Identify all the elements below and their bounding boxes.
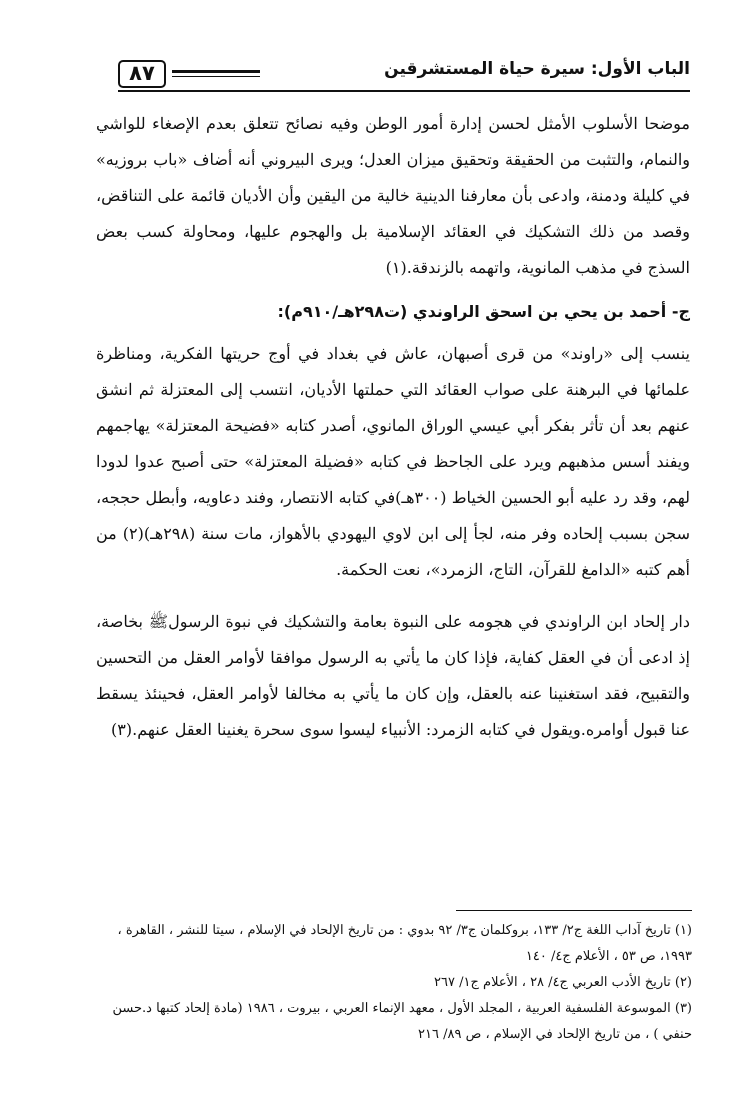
paragraph-2: ينسب إلى «راوند» من قرى أصبهان، عاش في بغداد في أوج حريتها الفكرية، ومناظرة علمائها في البرهنة على صواب العقائد التي حملتها الأديان، انتسب إلى المعتزلة ثم انشق عنهم بعد أن تأثر بفكر أبي عيسي الوراق المانوي، أصدر كتابه «فضيحة المعتزلة» يهاجمهم ويفند أسس مذهبهم ويرد على الجاحظ في كتابه «فضيلة المعتزلة» حتى أصبح عدوا لدودا لهم، وقد رد عليه أبو الحسين الخياط (٣٠٠هـ)في كتابه الانتصار، وفند دعاويه، وأبطل حججه، سجن بسبب إلحاده وفر منه، لجأ إلى ابن لاوي اليهودي بالأهواز، مات سنة (٢٩٨هـ)(٢) من أهم كتبه «الدامغ للقرآن، التاج، الزمرد»، نعت الحكمة. <box>96 344 691 579</box>
paragraph-3: دار إلحاد ابن الراوندي في هجومه على النبوة بعامة والتشكيك في نبوة الرسولﷺ بخاصة، إذ ادعى أن في العقل كفاية، فإذا كان ما يأتي به الرسول موافقا لأوامر العقل من التحسين والتقبيح، فقد استغنينا عنه بالعقل، وإن كان ما يأتي به مخالفا لأوامر العقل، فحينئذ يسقط عنا قبول أوامره.ويقول في كتابه الزمرد: الأنبياء ليسوا سوى سحرة يغنينا العقل عنهم.(٣) <box>96 612 690 739</box>
footnote-3: (٣) الموسوعة الفلسفية العربية ، المجلد الأول ، معهد الإنماء العربي ، بيروت ، ١٩٨٦ (مادة إلحاد كتبها د.حسن حنفي ) ، من تاريخ الإلحاد في الإسلام ، ص ٨٩/ ٢١٦ <box>112 1001 692 1042</box>
page-number: ٨٧ <box>118 60 166 88</box>
header-rule <box>118 90 690 92</box>
footnotes <box>96 918 692 1048</box>
chapter-title: الباب الأول: سيرة حياة المستشرقين <box>384 59 690 79</box>
footnote-2: (٢) تاريخ الأدب العربي ج٤/ ٢٨ ، الأعلام ج١/ ٢٦٧ <box>434 975 692 990</box>
page-header <box>100 55 690 95</box>
footnote-separator <box>456 910 692 911</box>
footnote-1: (١) تاريخ آداب اللغة ج٢/ ١٣٣، بروكلمان ج٣/ ٩٢ بدوي : من تاريخ الإلحاد في الإسلام ، سيتا للنشر ، القاهرة ، ١٩٩٣، ص ٥٣ ، الأعلام ج٤/ ١٤٠ <box>117 923 692 964</box>
decorative-rule <box>172 70 260 73</box>
decorative-rule-thin <box>172 76 260 77</box>
main-text <box>96 106 690 748</box>
paragraph-1: موضحا الأسلوب الأمثل لحسن إدارة أمور الوطن وفيه نصائح تتعلق بعدم الإصغاء للواشي والنمام، والتثبت من الحقيقة وتحقيق ميزان العدل؛ ويرى البيروني أنه أضاف «باب بروزيه» في كليلة ودمنة، وادعى بأن معارفنا الدينية خالية من اليقين وأن الأديان قائمة على التناقض، وقصد من ذلك التشكيك في العقائد الإسلامية بل والهجوم عليها، ومحاولة كسب بعض السذج في مذهب المانوية، واتهمه بالزندقة.(١) <box>96 114 690 277</box>
section-heading: ج- أحمد بن يحي بن اسحق الراوندي (ت٢٩٨هـ/٩١٠م): <box>277 302 690 321</box>
